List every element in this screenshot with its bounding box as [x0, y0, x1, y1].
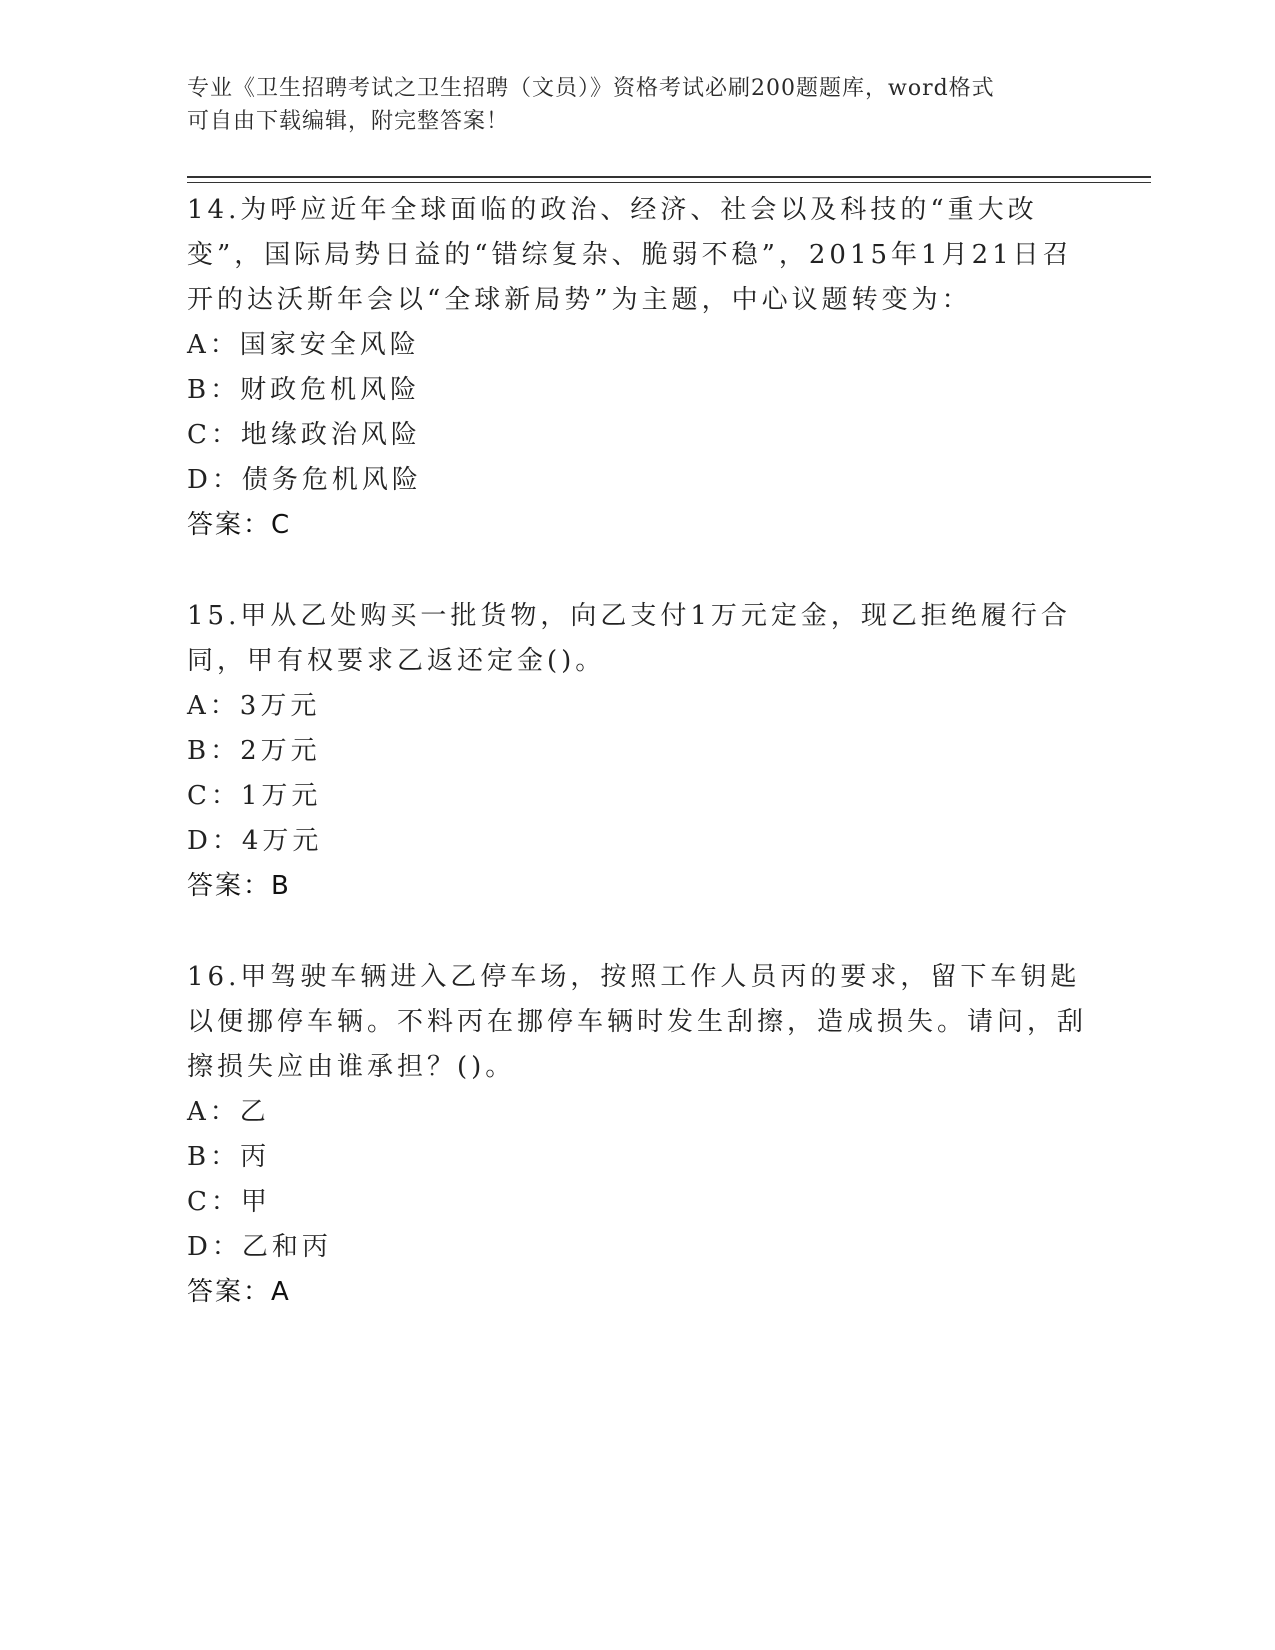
question-14 [187, 188, 1087, 548]
option-b: B：丙 [187, 1142, 271, 1172]
header-divider-thick [187, 176, 1151, 178]
option-d: D：债务危机风险 [187, 465, 422, 495]
question-stem: 15.甲从乙处购买一批货物，向乙支付1万元定金，现乙拒绝履行合同，甲有权要求乙返还定金()。 [187, 601, 1071, 676]
question-15 [187, 594, 1087, 909]
question-list [187, 188, 1087, 1361]
option-b: B：财政危机风险 [187, 375, 421, 405]
option-b: B：2万元 [187, 736, 321, 766]
option-a: A：国家安全风险 [187, 330, 420, 360]
question-16 [187, 955, 1087, 1315]
option-c: C：地缘政治风险 [187, 420, 421, 450]
option-c: C：1万元 [187, 781, 322, 811]
document-header [187, 72, 1087, 138]
question-stem: 16.甲驾驶车辆进入乙停车场，按照工作人员丙的要求，留下车钥匙以便挪停车辆。不料丙在挪停车辆时发生刮擦，造成损失。请问，刮擦损失应由谁承担？()。 [187, 962, 1088, 1082]
header-line-2: 可自由下载编辑，附完整答案！ [187, 109, 510, 134]
question-stem: 14.为呼应近年全球面临的政治、经济、社会以及科技的“重大改变”，国际局势日益的“错综复杂、脆弱不稳”，2015年1月21日召开的达沃斯年会以“全球新局势”为主题，中心议题转变为： [187, 195, 1073, 315]
option-d: D：乙和丙 [187, 1232, 332, 1262]
answer: 答案：B [187, 871, 291, 901]
answer: 答案：C [187, 510, 292, 540]
answer: 答案：A [187, 1277, 291, 1307]
option-c: C：甲 [187, 1187, 271, 1217]
header-divider-thin [187, 182, 1151, 183]
option-d: D：4万元 [187, 826, 323, 856]
header-line-1: 专业《卫生招聘考试之卫生招聘（文员）》资格考试必刷200题题库，word格式 [187, 76, 995, 101]
option-a: A：乙 [187, 1097, 270, 1127]
option-a: A：3万元 [187, 691, 321, 721]
